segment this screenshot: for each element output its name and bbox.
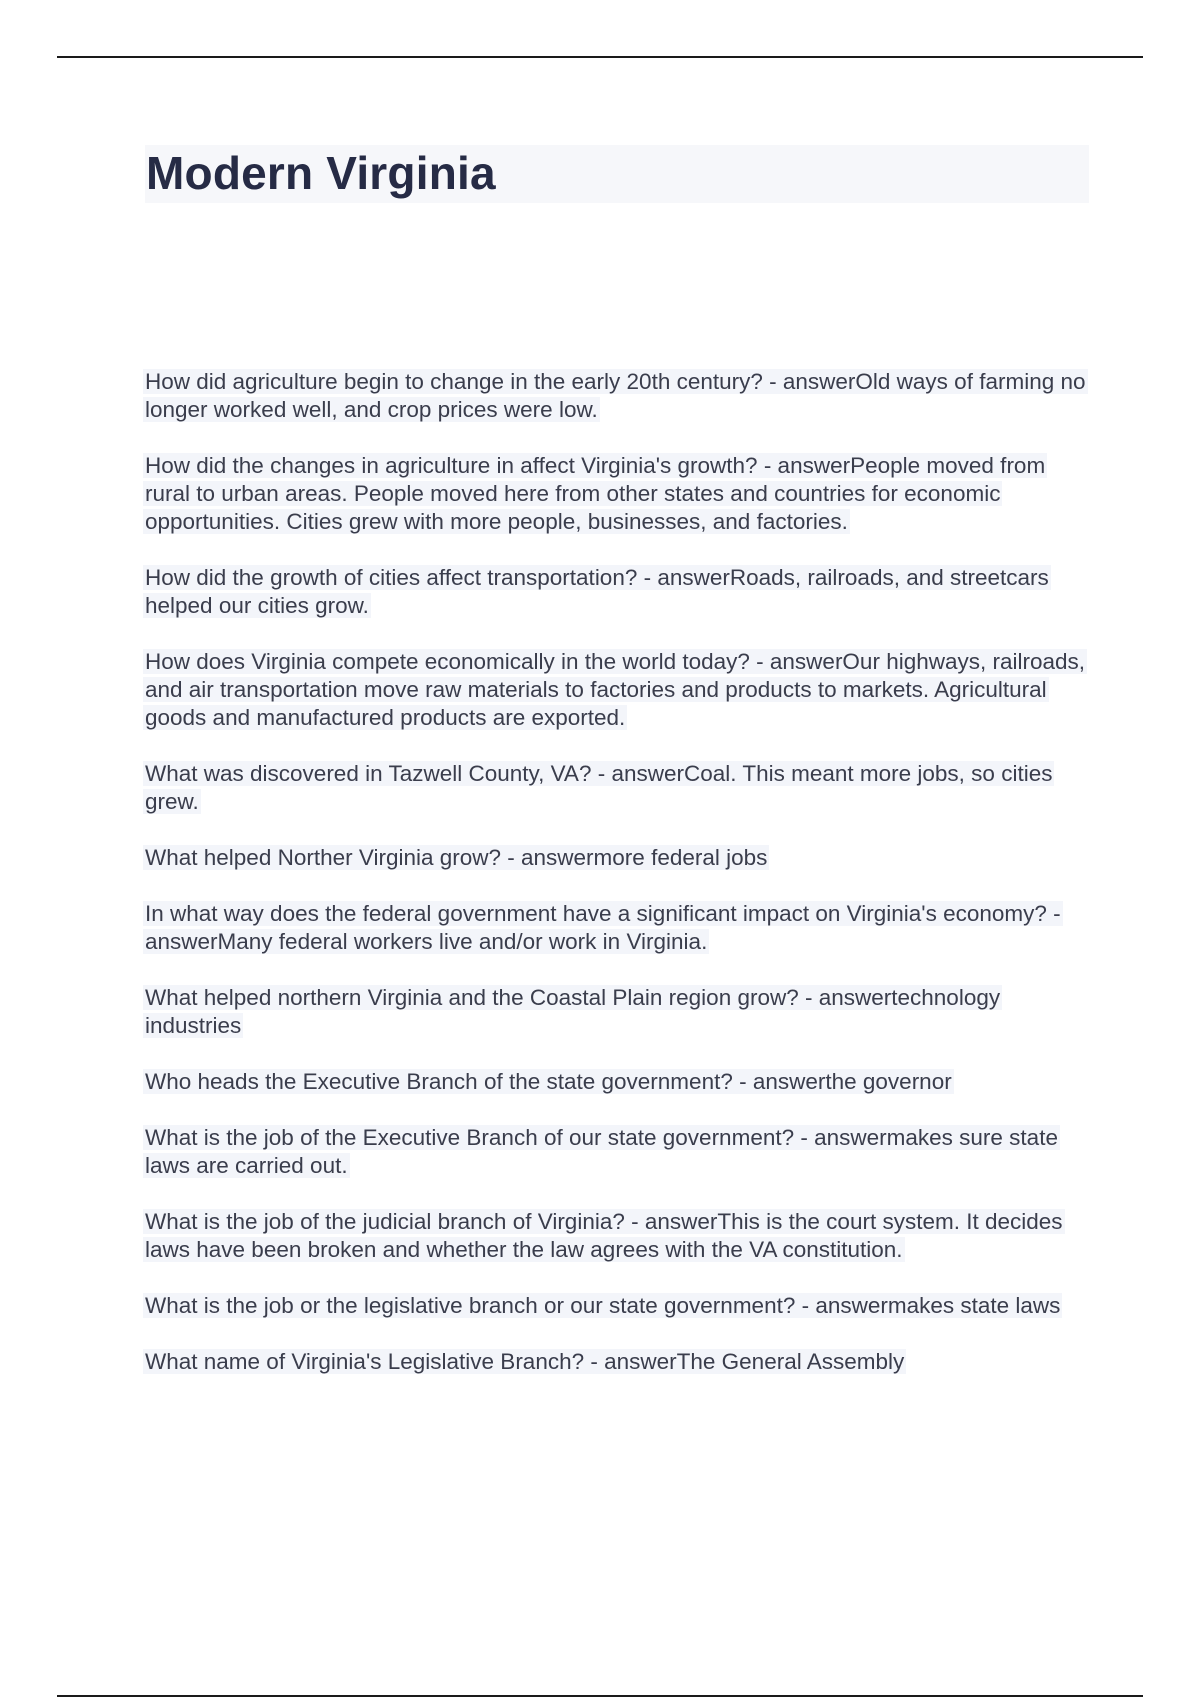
qa-item [145, 900, 1095, 956]
qa-list [145, 368, 1095, 1404]
qa-item [145, 1124, 1095, 1180]
qa-text: Who heads the Executive Branch of the state government? - answerthe governor [145, 1069, 952, 1094]
qa-item [145, 1208, 1095, 1264]
qa-item [145, 1068, 1095, 1096]
qa-text: How did the growth of cities affect transportation? - answerRoads, railroads, and streetcars helped our cities grow. [145, 565, 1049, 618]
qa-text: How did the changes in agriculture in affect Virginia's growth? - answerPeople moved from rural to urban areas. People moved here from other states and countries for economic opportunities. Cities grew with more people, businesses, and factories. [145, 453, 1046, 534]
qa-text: What is the job of the judicial branch of Virginia? - answerThis is the court system. It decides laws have been broken and whether the law agrees with the VA constitution. [145, 1209, 1063, 1262]
qa-text: What is the job of the Executive Branch of our state government? - answermakes sure state laws are carried out. [145, 1125, 1058, 1178]
qa-item [145, 564, 1095, 620]
qa-item [145, 760, 1095, 816]
bottom-rule [57, 1695, 1143, 1697]
qa-item [145, 844, 1095, 872]
document-title: Modern Virginia [146, 147, 496, 199]
top-rule [57, 56, 1143, 58]
qa-text: What name of Virginia's Legislative Branch? - answerThe General Assembly [145, 1349, 905, 1374]
qa-item [145, 1292, 1095, 1320]
qa-text: In what way does the federal government have a significant impact on Virginia's economy? - answerMany federal workers live and/or work in Virginia. [145, 901, 1061, 954]
qa-item [145, 984, 1095, 1040]
qa-item [145, 452, 1095, 536]
qa-item [145, 648, 1095, 732]
qa-text: What helped northern Virginia and the Coastal Plain region grow? - answertechnology industries [145, 985, 1001, 1038]
qa-text: What is the job or the legislative branch or our state government? - answermakes state laws [145, 1293, 1061, 1318]
qa-item [145, 368, 1095, 424]
qa-text: How does Virginia compete economically in the world today? - answerOur highways, railroads, and air transportation move raw materials to factories and products to markets. Agricultural goods and manufactured products are exported. [145, 649, 1086, 730]
qa-text: What helped Norther Virginia grow? - answermore federal jobs [145, 845, 768, 870]
qa-text: What was discovered in Tazwell County, VA? - answerCoal. This meant more jobs, so cities grew. [145, 761, 1053, 814]
qa-text: How did agriculture begin to change in the early 20th century? - answerOld ways of farming no longer worked well, and crop prices were low. [145, 369, 1086, 422]
qa-item [145, 1348, 1095, 1376]
